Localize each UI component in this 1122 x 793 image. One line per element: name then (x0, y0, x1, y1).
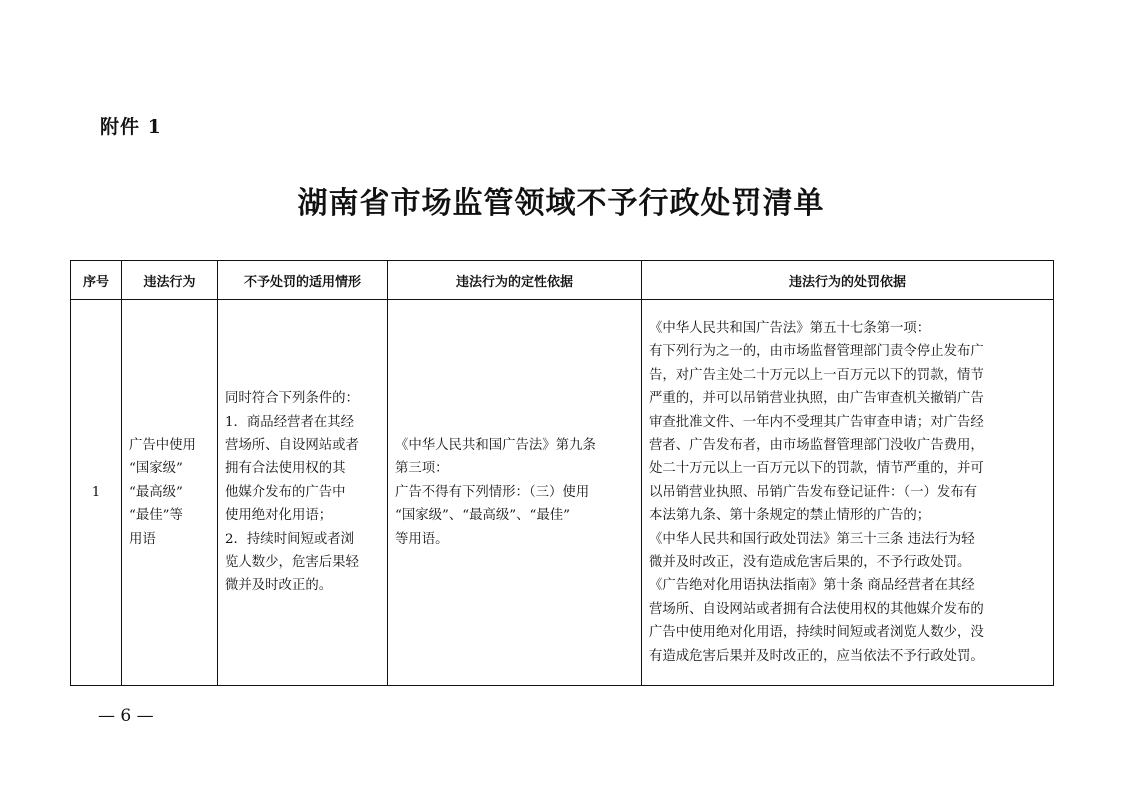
text-line: 营者、广告发布者，由市场监督管理部门没收广告费用， (649, 437, 984, 453)
text-line: 告，对广告主处二十万元以上一百万元以下的罚款，情节 (649, 367, 984, 383)
conditions-text (218, 387, 387, 598)
behavior-text (122, 434, 217, 551)
text-line: 第三项： (395, 461, 449, 477)
text-line: 营场所、自设网站或者 (225, 437, 359, 453)
cell-qualitative-basis (388, 300, 642, 686)
penalty-basis-text (642, 317, 1053, 668)
text-line: 以吊销营业执照、吊销广告发布登记证件：（一）发布有 (649, 484, 978, 500)
text-line: 览人数少，危害后果轻 (225, 555, 359, 571)
table-header-row (71, 261, 1054, 300)
text-line: 广告中使用 (129, 437, 196, 453)
cell-conditions (218, 300, 388, 686)
table-row (71, 300, 1054, 686)
cell-penalty-basis (642, 300, 1054, 686)
text-line: 本法第九条、第十条规定的禁止情形的广告的； (649, 508, 931, 524)
text-line: 有下列行为之一的，由市场监督管理部门责令停止发布广 (649, 344, 984, 360)
text-line: 用语 (129, 531, 156, 547)
text-line: 《中华人民共和国广告法》第五十七条第一项： (649, 320, 931, 336)
text-line: “国家级” (129, 461, 183, 477)
text-line: 广告不得有下列情形：（三）使用 (395, 484, 590, 500)
document-title: 湖南省市场监管领域不予行政处罚清单 (297, 186, 825, 221)
qualitative-basis-text (388, 434, 641, 551)
cell-behavior (122, 300, 218, 686)
text-line: “最高级” (129, 484, 183, 500)
text-line: “国家级”、“最高级”、“最佳” (395, 508, 570, 524)
text-line: 拥有合法使用权的其 (225, 461, 346, 477)
text-line: 同时符合下列条件的： (225, 391, 359, 407)
header-seq: 序号 (71, 261, 122, 300)
header-qualitative-basis: 违法行为的定性依据 (388, 261, 642, 300)
header-conditions: 不予处罚的适用情形 (218, 261, 388, 300)
penalty-exemption-table (70, 260, 1054, 686)
text-line: 有造成危害后果并及时改正的，应当依法不予行政处罚。 (649, 648, 984, 664)
cell-seq: 1 (71, 300, 122, 686)
attachment-label: 附件 1 (100, 116, 162, 138)
header-behavior: 违法行为 (122, 261, 218, 300)
text-line: 等用语。 (395, 531, 449, 547)
text-line: 微并及时改正，没有造成危害后果的，不予行政处罚。 (649, 555, 971, 571)
text-line: 《中华人民共和国行政处罚法》第三十三条 违法行为轻 (649, 531, 975, 547)
text-line: 1．商品经营者在其经 (225, 414, 355, 430)
header-penalty-basis: 违法行为的处罚依据 (642, 261, 1054, 300)
text-line: “最佳”等 (129, 508, 183, 524)
text-line: 广告中使用绝对化用语，持续时间短或者浏览人数少，没 (649, 625, 984, 641)
text-line: 2．持续时间短或者浏 (225, 531, 355, 547)
text-line: 微并及时改正的。 (225, 578, 333, 594)
text-line: 使用绝对化用语； (225, 508, 333, 524)
text-line: 《中华人民共和国广告法》第九条 (395, 437, 596, 453)
text-line: 营场所、自设网站或者拥有合法使用权的其他媒介发布的 (649, 601, 984, 617)
text-line: 严重的，并可以吊销营业执照，由广告审查机关撤销广告 (649, 391, 984, 407)
text-line: 审查批准文件、一年内不受理其广告审查申请；对广告经 (649, 414, 984, 430)
text-line: 《广告绝对化用语执法指南》第十条 商品经营者在其经 (649, 578, 975, 594)
page-number: — 6 — (98, 706, 154, 726)
text-line: 处二十万元以上一百万元以下的罚款，情节严重的，并可 (649, 461, 984, 477)
text-line: 他媒介发布的广告中 (225, 484, 346, 500)
